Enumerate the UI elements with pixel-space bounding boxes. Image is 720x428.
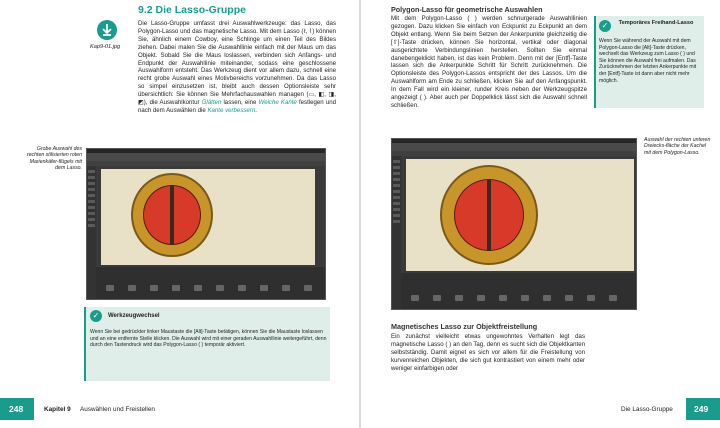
tip-box-werkzeugwechsel [84, 307, 330, 381]
ladybug-tile [131, 173, 213, 257]
page-number-left: 248 [9, 404, 24, 414]
app-optionsbar [87, 153, 325, 161]
heading-magnetic-lasso: Magnetisches Lasso zur Objektfreistellung [391, 322, 538, 331]
figure-caption-left: Grobe Auswahl des rechten stilisierten roten Marienkäfer-flügels mit dem Lasso. [26, 146, 82, 171]
text-part: ), die Auswahlkontur [143, 99, 202, 107]
app-toolbar [392, 156, 401, 309]
selection-mode-icons: ▭, ◧, ◨, ◩ [138, 91, 336, 107]
download-filename[interactable]: Kap9-01.jpg [90, 44, 121, 50]
app-taskbar [96, 267, 325, 299]
check-icon: ✓ [90, 310, 102, 322]
tip-text: Wenn Sie während der Auswahl mit dem Polygon-Lasso die [Alt]-Taste drücken, wechselt das Werkzeug zum Lasso ( ) und Sie können die Auswahl frei aufmalen. Das Zurücknehmen der letzten Ankerpunkte mit der [Entf]-Taste ist dann aber nicht mehr möglich. [599, 38, 697, 84]
image-canvas [101, 169, 315, 265]
tip-title: Temporäres Freihand-Lasso [618, 20, 694, 26]
ladybug-tile [440, 165, 538, 265]
app-taskbar [401, 273, 636, 309]
text-part: festlegen und nach dem Auswählen die [138, 99, 336, 114]
app-toolbar [87, 166, 96, 299]
option-weiche-kante: Weiche Kante [258, 99, 297, 107]
download-icon[interactable] [97, 20, 117, 40]
text-part: Die Lasso-Gruppe umfasst drei Auswahlwerkzeuge: das Lasso, das Polygon-Lasso und das magnetische Lasso. Mit dem Lasso ( [138, 20, 336, 35]
text-part: lassen, eine [221, 99, 259, 107]
figure-caption-right: Auswahl der rechten unteren Dreiecks-fläche der Kachel mit dem Polygon-Lasso. [644, 137, 711, 156]
option-kante-verbessern: Kante verbessern [207, 106, 256, 114]
screenshot-lasso [86, 148, 326, 300]
image-canvas [406, 159, 634, 271]
option-glaetten: Glätten [201, 99, 222, 107]
intro-paragraph [138, 20, 336, 115]
app-optionsbar [392, 143, 636, 151]
section-heading: 9.2 Die Lasso-Gruppe [138, 4, 246, 16]
polygon-paragraph: Mit dem Polygon-Lasso ( ) werden schnurgerade Auswahllinien gezogen. Dazu klicken Sie einfach von Eckpunkt zu Eckpunkt an dem Objekt entlang. Wenn Sie beim Setzen der Ankerpunkte gleichzeitig die [⇧]-Taste drücken, können Sie horizontal, vertikal oder diagonal ausgerichtete Verbindungslinien herstellen. Sollten Sie einmal danebengeklickt haben, ist das kein Problem. Denn mit der [Entf]-Taste lassen sich die Ankerpunkte Schritt für Schritt zurücknehmen. Die Optionsleiste des Polygon-Lassos entspricht der des Lassos. Um die Auswahlform am Ende zu schließen, klicken Sie auf den Anfangspunkt. In dem Fall wird ein kleiner, runder Kreis neben der Werkzeugspitze angezeigt ( ). Aber auch per Doppelklick lässt sich die Auswahl schnell schließen. [391, 15, 587, 109]
text-part: . [255, 106, 257, 114]
app-tabs [392, 151, 636, 156]
lasso-icon: ℓ, ⌇ [303, 27, 313, 35]
check-icon: ✓ [599, 20, 611, 32]
heading-polygon-lasso: Polygon-Lasso für geometrische Auswahlen [391, 5, 543, 14]
app-tabs [87, 161, 325, 166]
chapter-label: Kapitel 9 [44, 406, 71, 413]
tip-text: Wenn Sie bei gedrückter linker Maustaste die [Alt]-Taste betätigen, können Sie die Maustaste loslassen und an eine entfernte Stelle klicken. Die Auswahl wird mit einer geraden Auswahllinie weitergeführt, denn durch den Tastendruck wird das Polygon-Lasso ( ) temporär aktiviert. [90, 329, 327, 349]
text-part: ) können Sie, ähnlich einem Cowboy, eine Schlinge um einen Teil des Bildes ziehen. Dabei malen Sie die Auswahllinie einfach mit der Maus um das Objekt. Sobald Sie die Maus loslassen, verbinden sich Anfangs- und Endpunkt der Auswahllinie miteinander, sodass eine geschlossene Auswahlform entsteht. Das Werkzeug dient vor allem dazu, schnell eine recht grobe Auswahl eines Motivbereichs vorzunehmen. Da das Lasso so simpel einzusetzen ist, bleibt auch dessen Optionsleiste sehr übersichtlich: Sie können Sie Mehrfachauswahlen managen ( [138, 27, 337, 99]
section-label: Die Lasso-Gruppe [621, 406, 673, 413]
screenshot-polygon-lasso [391, 138, 637, 310]
chapter-title: Auswählen und Freistellen [80, 406, 155, 413]
left-page [0, 0, 359, 428]
tip-box-freihand [594, 16, 704, 108]
magnetic-paragraph: Ein zunächst vielleicht etwas ungewohntes Verhalten legt das magnetische Lasso ( ) an den Tag, denn es sucht sich die Objektkanten selbstständig. Damit eignet es sich vor allem für die Freistellung von kurvenreichen Objekten, die sich gut kontrastiert von einem mehr oder weniger einfarbigen oder [391, 333, 585, 372]
right-page [361, 0, 720, 428]
page-number-right: 249 [694, 404, 709, 414]
tip-title: Werkzeugwechsel [108, 313, 160, 319]
